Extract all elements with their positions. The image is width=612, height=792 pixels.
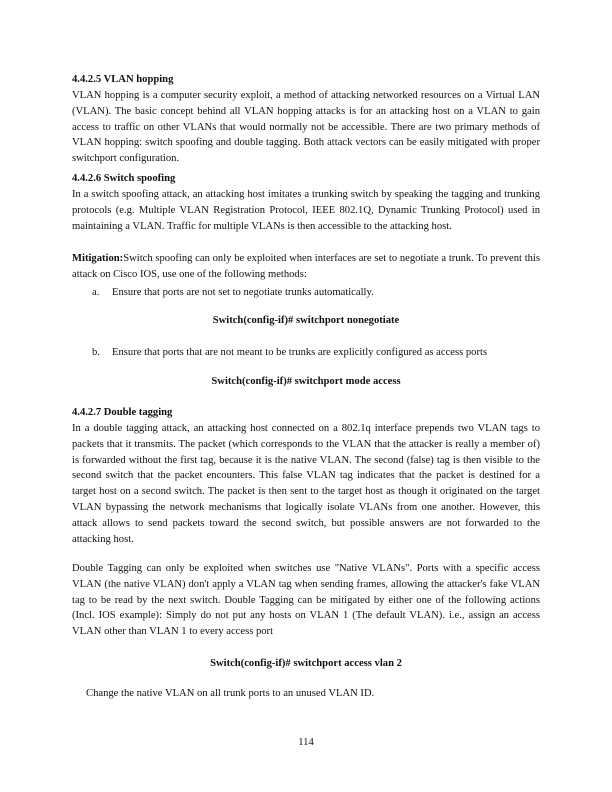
- mitigation-paragraph: [72, 251, 540, 283]
- mitigation-label: Mitigation:: [72, 253, 124, 264]
- paragraph-switch-spoofing: In a switch spoofing attack, an attacking host imitates a trunking switch by speaking the tagging and trunking protocols (e.g. Multiple VLAN Registration Protocol, IEEE 802.1Q, Dynamic Trunking Protocol) used in maintaining a VLAN. Traffic for multiple VLANs is then accessible to the attacking host.: [72, 189, 540, 232]
- paragraph-double-tagging: In a double tagging attack, an attacking host connected on a 802.1q interface prepends two VLAN tags to packets that it transmits. The packet (which corresponds to the VLAN that the attacker is really a member of) is forwarded without the first tag, because it is the native VLAN. The second (false) tag is then visible to the second switch that the packet encounters. This false VLAN tag indicates that the packet is destined for a target host on a second switch. The packet is then sent to the target host as though it originated on the target VLAN bypassing the network mechanisms that logically isolate VLANs from one another. However, this attack allows to send packets toward the second switch, but possible answers are not forwarded to the attacking host.: [72, 423, 540, 545]
- command-switchport-mode-access: Switch(config-if)# switchport mode access: [211, 376, 401, 387]
- paragraph-double-tagging-mitigation: Double Tagging can only be exploited when switches use "Native VLANs". Ports with a specific access VLAN (the native VLAN) don't apply a VLAN tag when sending frames, allowing the attacker's fake VLAN tag to be read by the next switch. Double Tagging can be mitigated by either one of the following actions (Incl. IOS example): Simply do not put any hosts on VLAN 1 (The default VLAN). i.e., assign an access VLAN other than VLAN 1 to every access port: [72, 563, 540, 638]
- list-item-b-text: Ensure that ports that are not meant to be trunks are explicitly configured as access ports: [112, 347, 488, 358]
- list-marker-a: a.: [92, 287, 100, 298]
- command-switchport-access-vlan: Switch(config-if)# switchport access vlan 2: [210, 658, 402, 669]
- mitigation-text: Switch spoofing can only be exploited when interfaces are set to negotiate a trunk. To prevent this attack on Cisco IOS, use one of the following methods:: [72, 253, 540, 280]
- page-number: 114: [298, 737, 314, 748]
- section-heading-vlan-hopping: 4.4.2.5 VLAN hopping: [72, 74, 174, 85]
- section-heading-switch-spoofing: 4.4.2.6 Switch spoofing: [72, 173, 176, 184]
- list-marker-b: b.: [92, 347, 100, 358]
- command-switchport-nonegotiate: Switch(config-if)# switchport nonegotiate: [212, 315, 400, 326]
- list-item-b: [92, 345, 487, 361]
- list-item-a: [92, 285, 374, 301]
- section-heading-double-tagging: 4.4.2.7 Double tagging: [72, 407, 173, 418]
- list-item-a-text: Ensure that ports are not set to negotiate trunks automatically.: [112, 287, 374, 298]
- closing-line: Change the native VLAN on all trunk ports to an unused VLAN ID.: [86, 688, 375, 699]
- paragraph-vlan-hopping: VLAN hopping is a computer security exploit, a method of attacking networked resources on a Virtual LAN (VLAN). The basic concept behind all VLAN hopping attacks is for an attacking host on a VLAN to gain access to traffic on other VLANs that would normally not be accessible. There are two primary methods of VLAN hopping: switch spoofing and double tagging. Both attack vectors can be easily mitigated with proper switchport configuration.: [72, 90, 540, 165]
